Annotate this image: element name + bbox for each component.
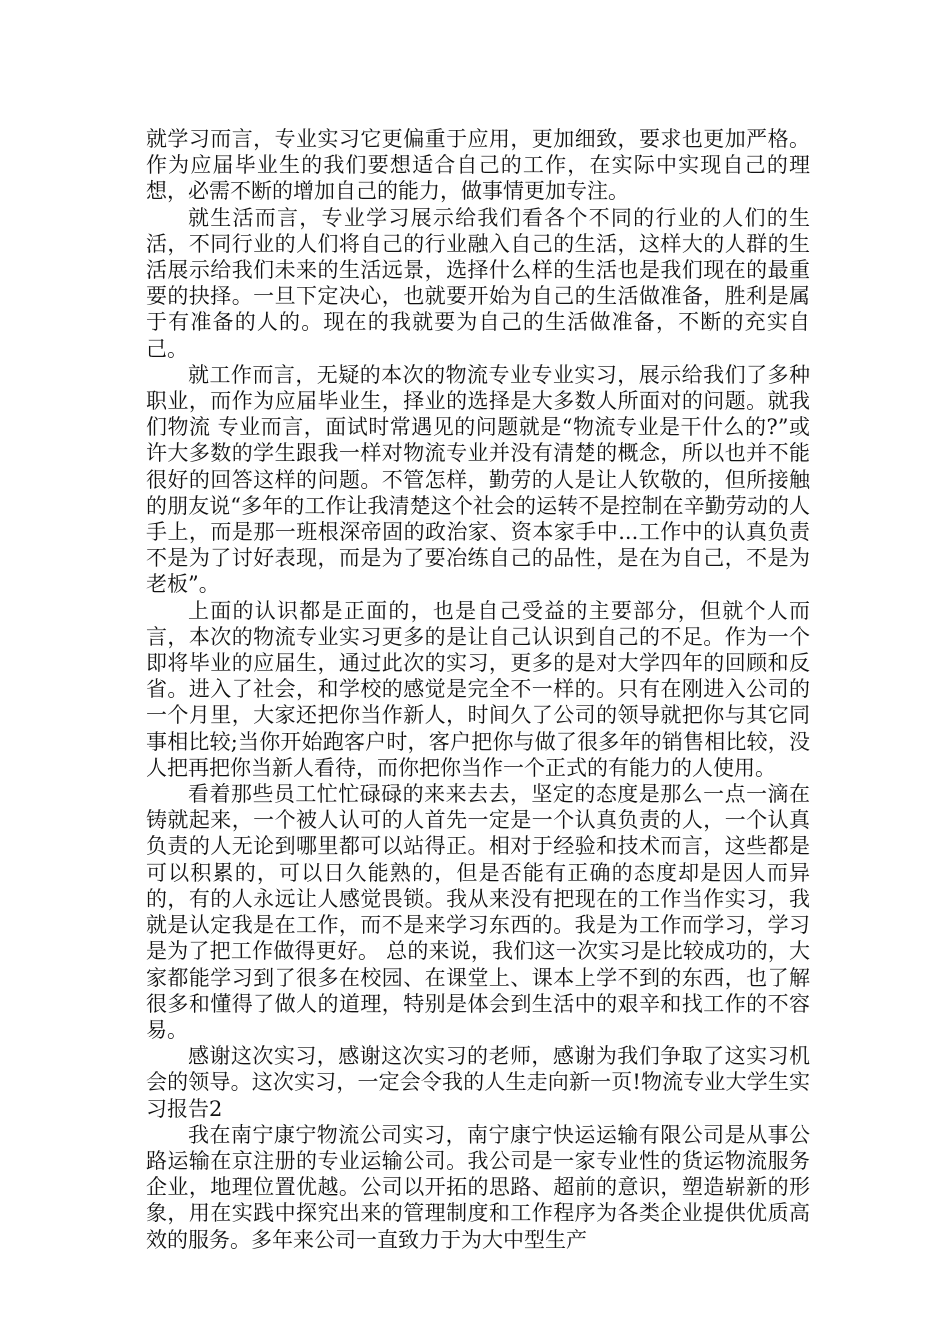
document-page (146, 126, 810, 1253)
paragraph-reflection: 上面的认识都是正面的，也是自己受益的主要部分，但就个人而言，本次的物流专业实习更多的是让自己认识到自己的不足。作为一个即将毕业的应届生，通过此次的实习，更多的是对大学四年的回顾和反省。进入了社会，和学校的感觉是完全不一样的。只有在刚进入公司的一个月里，大家还把你当作新人，时间久了公司的领导就把你与其它同事相比较;当你开始跑客户时，客户把你与做了很多年的销售相比较，没人把再把你当新人看待，而你把你当作一个正式的有能力的人使用。 (146, 598, 810, 780)
paragraph-work: 就工作而言，无疑的本次的物流专业专业实习，展示给我们了多种职业，而作为应届毕业生，择业的选择是大多数人所面对的问题。就我们物流 专业而言，面试时常遇见的问题就是“物流专业是干什么的?”或许大多数的学生跟我一样对物流专业并没有清楚的概念，所以也并不能很好的回答这样的问题。不管怎样，勤劳的人是让人钦敬的，但所接触的朋友说“多年的工作让我清楚这个社会的运转不是控制在辛勤劳动的人手上，而是那一班根深帝固的政治家、资本家手中...工作中的认真负责不是为了讨好表现，而是为了要冶练自己的品性，是在为自己，不是为老板”。 (146, 362, 810, 597)
paragraph-life: 就生活而言，专业学习展示给我们看各个不同的行业的人们的生活，不同行业的人们将自己的行业融入自己的生活，这样大的人群的生活展示给我们未来的生活远景，选择什么样的生活也是我们现在的最重要的抉择。一旦下定决心，也就要开始为自己的生活做准备，胜利是属于有准备的人的。现在的我就要为自己的生活做准备，不断的充实自己。 (146, 205, 810, 361)
paragraph-study: 就学习而言，专业实习它更偏重于应用，更加细致，要求也更加严格。作为应届毕业生的我们要想适合自己的工作，在实际中实现自己的理想，必需不断的增加自己的能力，做事情更加专注。 (146, 127, 810, 204)
paragraph-company: 我在南宁康宁物流公司实习，南宁康宁快运运输有限公司是从事公路运输在京注册的专业运输公司。我公司是一家专业性的货运物流服务企业，地理位置优越。公司以开拓的思路、超前的意识，塑造崭新的形象，用在实践中探究出来的管理制度和工作程序为各类企业提供优质高效的服务。多年来公司一直致力于为大中型生产 (146, 1122, 810, 1252)
paragraph-attitude: 看着那些员工忙忙碌碌的来来去去，坚定的态度是那么一点一滴在铸就起来，一个被人认可的人首先一定是一个认真负责的人，一个认真负责的人无论到哪里都可以站得正。相对于经验和技术而言，这些都是可以积累的，可以日久能熟的，但是否能有正确的态度却是因人而异的，有的人永远让人感觉畏锁。我从来没有把现在的工作当作实习，我就是认定我是在工作，而不是来学习东西的。我是为工作而学习，学习是为了把工作做得更好。 总的来说，我们这一次实习是比较成功的，大家都能学习到了很多在校园、在课堂上、课本上学不到的东西，也了解很多和懂得了做人的道理，特别是体会到生活中的艰辛和找工作的不容易。 (146, 782, 810, 1042)
paragraph-thanks: 感谢这次实习，感谢这次实习的老师，感谢为我们争取了这实习机会的领导。这次实习，一定会令我的人生走向新一页!物流专业大学生实习报告2 (146, 1044, 810, 1121)
